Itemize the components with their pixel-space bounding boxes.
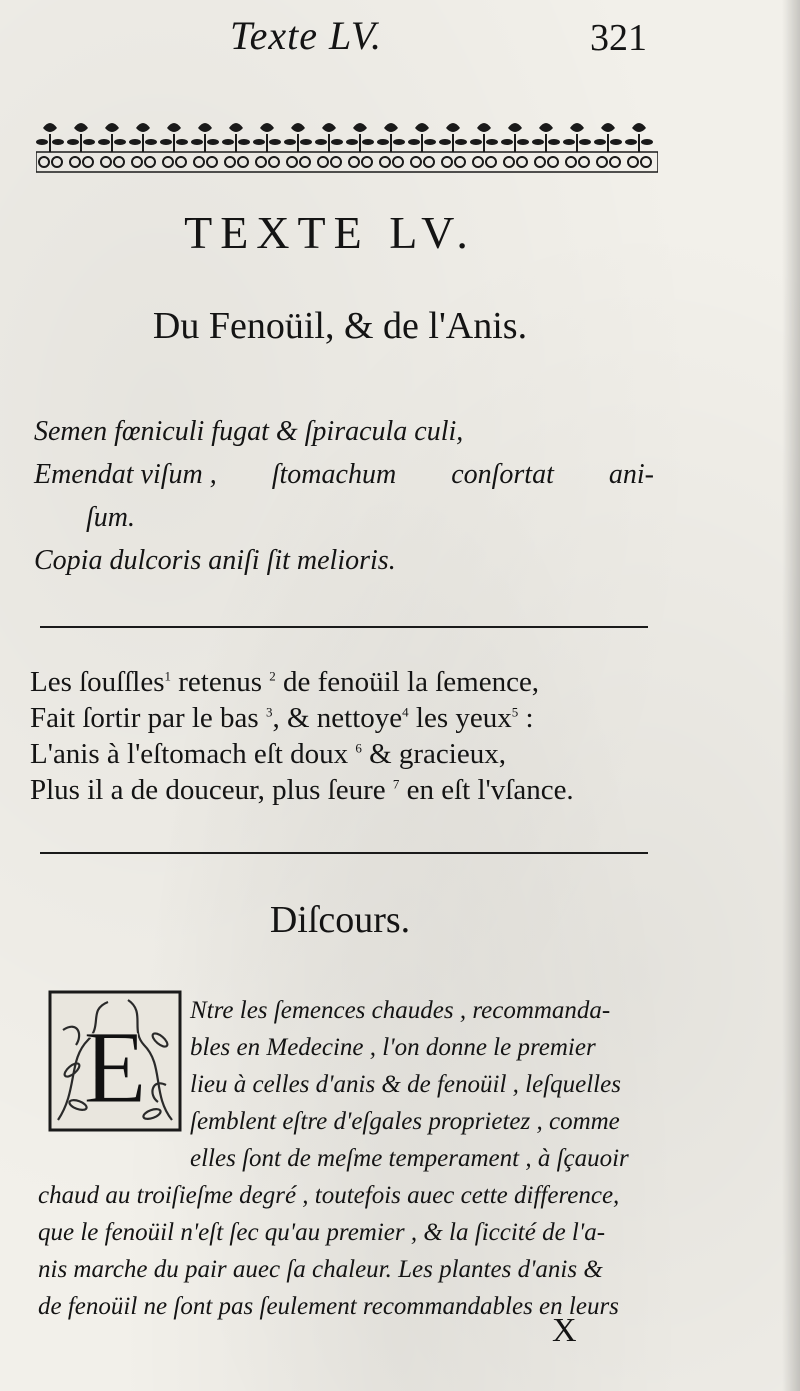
running-head: Texte LV.: [230, 13, 382, 58]
note-marker: 2: [269, 668, 276, 684]
note-marker: 4: [402, 704, 409, 720]
verse-line: L'anis à l'eſtomach eſt doux $^6$ & gracieux,: [30, 738, 506, 770]
page-number: 321: [590, 17, 647, 59]
latin-line: Copia dulcoris aniſi ſit melioris.: [34, 545, 396, 576]
note-marker: 7: [392, 776, 400, 792]
latin-word: ſtomachum: [271, 459, 397, 490]
discourse-paragraph: [38, 992, 674, 1325]
paragraph-line: nis marche du pair auec ſa chaleur. Les plantes d'anis &: [38, 1256, 603, 1283]
horizontal-rule: [40, 852, 648, 854]
paragraph-line: ſemblent eſtre d'eſgales proprietez , comme: [190, 1108, 620, 1135]
verse-line: Fait ſortir par le bas $^3$, & nettoye$^4$ les yeux$^5$ :: [30, 702, 534, 734]
note-marker: 5: [511, 704, 519, 720]
note-marker: 6: [355, 740, 362, 756]
latin-verse: [34, 410, 654, 582]
verse-line: Les ſouſſles$^1$ retenus $^2$ de fenoüil la ſemence,: [30, 666, 540, 698]
chapter-title: TEXTE LV.: [184, 207, 476, 258]
paragraph-line: elles ſont de meſme temperament , à ſçauoir: [190, 1145, 629, 1172]
latin-line: Semen fœniculi fugat & ſpiracula culi,: [34, 416, 464, 447]
chapter-subtitle: Du Fenoüil, & de l'Anis.: [152, 305, 528, 347]
svg-text:E: E: [83, 1010, 147, 1125]
paragraph-line: chaud au troiſieſme degré , toutefois auec cette difference,: [38, 1182, 620, 1209]
signature-mark: X: [552, 1312, 577, 1349]
latin-word: conſortat: [451, 459, 554, 490]
latin-word: ani-: [608, 459, 654, 490]
paragraph-line: Ntre les ſemences chaudes , recommanda-: [190, 997, 611, 1024]
note-marker: 3: [265, 704, 273, 720]
section-heading: Diſcours.: [269, 899, 411, 941]
latin-word: Emendat viſum ,: [34, 459, 217, 490]
page-edge-shadow: [782, 0, 800, 1391]
paragraph-line: que le fenoüil n'eſt ſec qu'au premier , & la ſiccité de l'a-: [38, 1219, 606, 1246]
horizontal-rule: [40, 626, 648, 628]
floral-ornament-band: [36, 118, 658, 176]
paragraph-line: bles en Medecine , l'on donne le premier: [190, 1034, 596, 1061]
note-marker: 1: [164, 668, 172, 684]
french-verse: [30, 664, 670, 808]
latin-line: ſum.: [86, 502, 135, 533]
latin-line: [34, 453, 654, 496]
paragraph-line: de fenoüil ne ſont pas ſeulement recommandables en leurs: [38, 1293, 619, 1320]
paragraph-line: lieu à celles d'anis & de fenoüil , leſquelles: [190, 1071, 621, 1098]
verse-line: Plus il a de douceur, plus ſeure $^7$ en eſt l'vſance.: [30, 774, 574, 806]
